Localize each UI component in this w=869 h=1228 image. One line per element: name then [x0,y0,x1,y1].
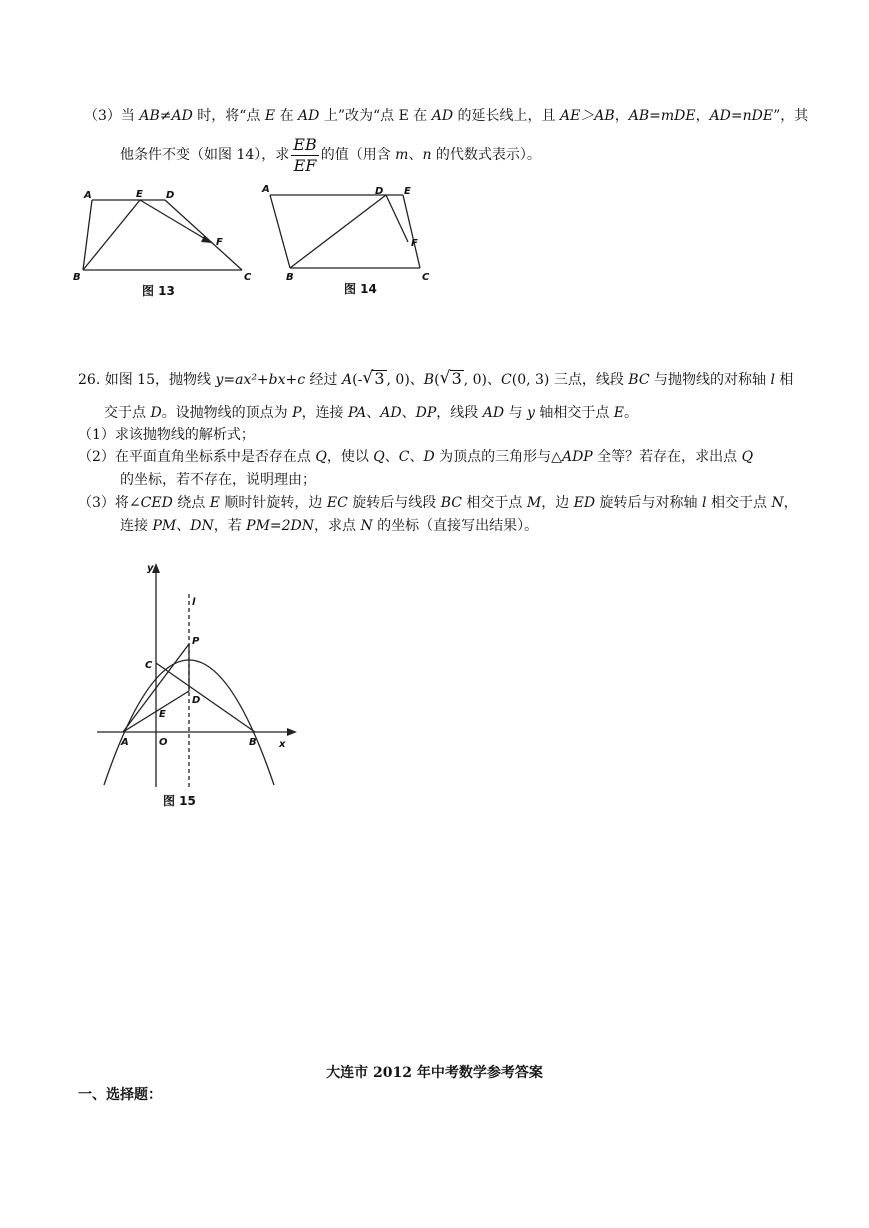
fig13-segment-eb [83,200,140,270]
fig15-label-d: D [192,695,201,706]
q26-part3-line1: （3）将∠CED 绕点 E 顺时针旋转，边 EC 旋转后与线段 BC 相交于点 M，边 ED 旋转后与对称轴 l 相交于点 N， [78,495,798,511]
q26-part3-line2: 连接 PM、DN，若 PM=2DN，求点 N 的坐标（直接写出结果）。 [120,518,539,534]
q25-part3-line2: 他条件不变（如图 14），求 $\frac{EB}{EF}$ 的值（用含 m、n 的代数式表示）。 [120,134,541,175]
fig15-label-e: E [159,709,166,720]
fig13-segment-dc [165,200,242,270]
fig14-caption: 图 14 [344,282,377,296]
fig14-label-d: D [375,186,384,197]
fig13-label-a: A [84,190,92,201]
fig13-segment-ef [140,200,212,243]
fig15-segment-bc [156,663,255,732]
fig14-segment-ec [403,195,420,268]
fig15-label-c: C [145,660,153,671]
fig14-segment-ab [270,195,290,268]
fig15-label-x: x [279,739,286,750]
q26-part2-line1: （2）在平面直角坐标系中是否存在点 Q，使以 Q、C、D 为顶点的三角形与△ADP 全等？若存在，求出点 Q [78,449,754,465]
fig14-segment-db [290,195,386,268]
fig15-x-arrow [287,728,297,736]
figure-15 [95,555,310,815]
fig14-label-f: F [411,238,418,249]
fig13-label-b: B [73,272,81,283]
answers-section-1: 一、选择题： [78,1087,162,1103]
fig14-label-e: E [404,186,411,197]
fig15-label-p: P [192,636,200,647]
q26-part2-line2: 的坐标，若不存在，说明理由； [120,472,316,488]
q26-line2: 交于点 D。设抛物线的顶点为 P，连接 PA、AD、DP，线段 AD 与 y 轴相交于点 E。 [104,405,639,421]
sqrt-3-a: √ 3 [362,368,385,388]
fig15-label-o: O [159,737,168,748]
q26-part1: （1）求该抛物线的解析式； [78,427,255,443]
fig15-label-b: B [249,737,257,748]
fig15-caption: 图 15 [163,794,196,808]
fig13-segment-ab [83,200,92,270]
answers-title: 大连市 2012 年中考数学参考答案 [326,1065,543,1081]
fig14-label-b: B [286,272,294,283]
fraction-eb-ef: $\frac{EB}{EF}$ [293,134,317,175]
fig15-label-l: l [192,597,196,608]
figure-13 [70,185,260,300]
fig13-label-f: F [216,237,223,248]
fig13-label-e: E [136,189,143,200]
sqrt-3-b: √ 3 [439,368,462,388]
fig15-label-y: y [147,563,154,574]
fig13-caption: 图 13 [142,284,175,298]
fig14-label-c: C [422,272,430,283]
fig13-label-c: C [244,272,252,283]
q25-part3-line1: （3）当 AB≠AD 时，将“点 E 在 AD 上”改为“点 E 在 AD 的延长线上，且 AE＞AB，AB=mDE，AD=nDE”，其 [84,108,809,124]
figure-14 [258,180,438,300]
fig15-label-a: A [121,737,129,748]
fig14-label-a: A [262,184,270,195]
q26-line1: 26. 如图 15，抛物线 y=ax²+bx+c 经过 A(- √ 3 , 0)、B( √ 3 , 0)、C(0, 3) 三点，线段 BC 与抛物线的对称轴 l 相 [78,368,794,388]
fig13-label-d: D [166,190,175,201]
